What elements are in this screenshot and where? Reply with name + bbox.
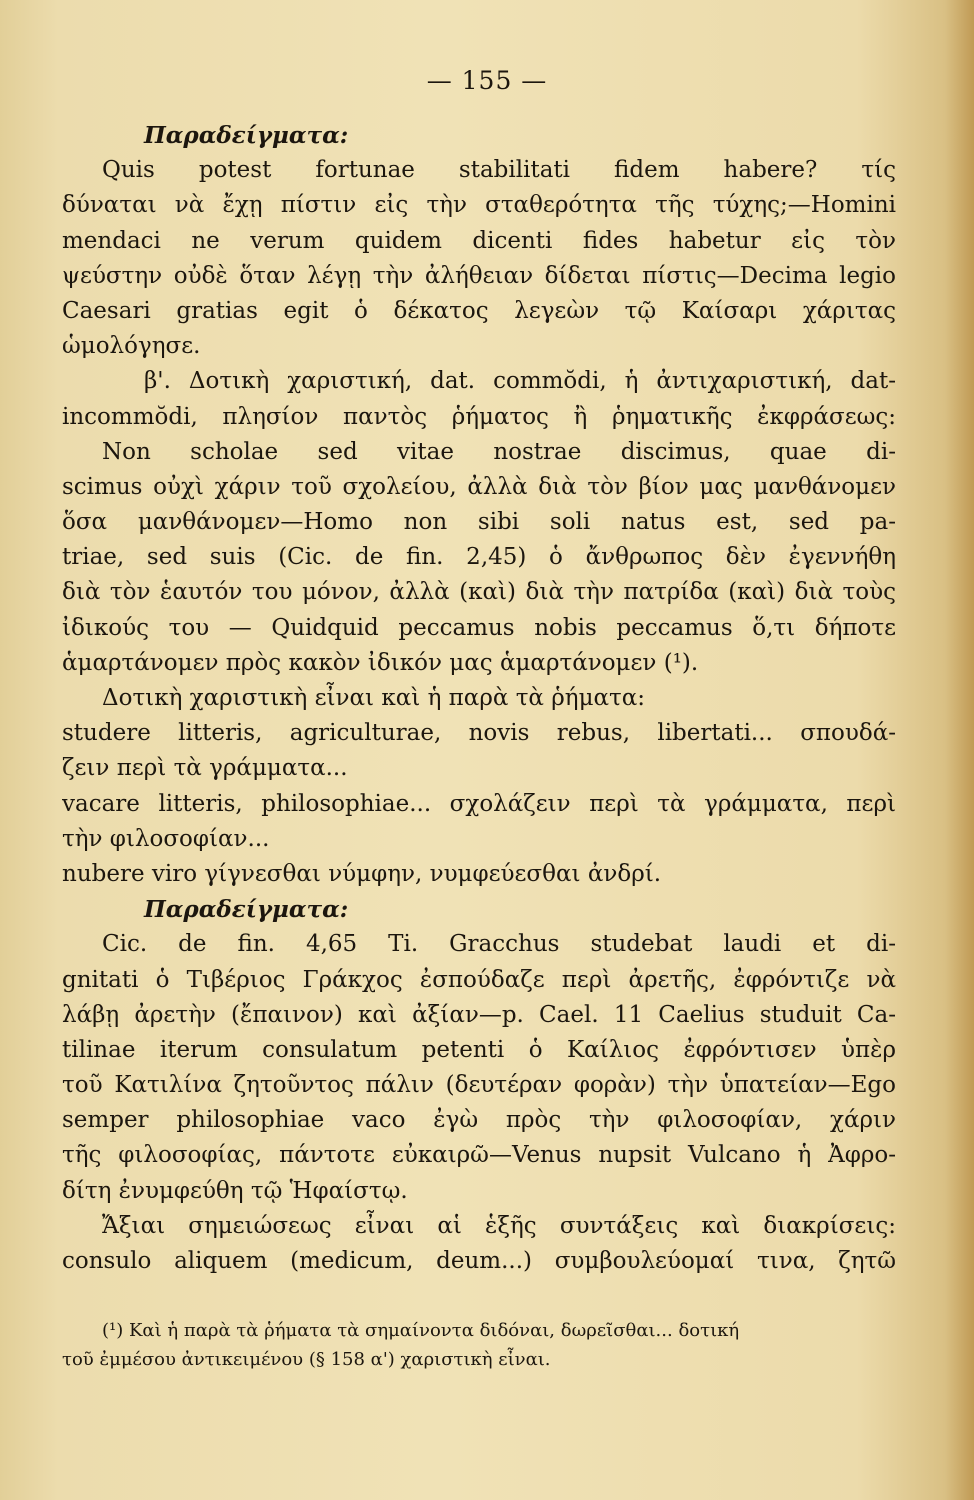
text-line: λάβῃ ἀρετὴν (ἔπαινον) καὶ ἀξίαν—p. Cael. 11 Caelius studuit Ca- xyxy=(62,1001,896,1028)
text-line: Δοτικὴ χαριστικὴ εἶναι καὶ ἡ παρὰ τὰ ῥήματα: xyxy=(102,685,646,711)
text-line: τῆς φιλοσοφίας, πάντοτε εὐκαιρῶ—Venus nupsit Vulcano ἡ Ἀφρο- xyxy=(62,1142,896,1169)
text-line: scimus οὐχὶ χάριν τοῦ σχολείου, ἀλλὰ διὰ τὸν βίον μας μανθάνομεν xyxy=(62,473,896,500)
text-line: τὴν φιλοσοφίαν... xyxy=(62,825,270,852)
text-line: vacare litteris, philosophiae... σχολάζειν περὶ τὰ γράμματα, περὶ xyxy=(62,790,896,817)
text-line: nubere viro γίγνεσθαι νύμφην, νυμφεύεσθαι ἀνδρί. xyxy=(62,860,662,887)
text-line: Παραδείγματα: xyxy=(144,122,349,149)
text-line: ἰδικούς του — Quidquid peccamus nobis peccamus ὅ,τι δήποτε xyxy=(62,614,896,641)
text-line: studere litteris, agriculturae, novis rebus, libertati... σπουδά- xyxy=(62,720,896,747)
text-line: δύναται νὰ ἔχῃ πίστιν εἰς τὴν σταθερότητα τῆς τύχης;—Homini xyxy=(62,192,896,219)
text-line: ζειν περὶ τὰ γράμματα... xyxy=(62,755,348,782)
text-line: consulo aliquem (medicum, deum...) συμβουλεύομαί τινα, ζητῶ xyxy=(62,1248,896,1274)
text-line: gnitati ὁ Τιβέριος Γράκχος ἐσπούδαζε περὶ ἀρετῆς, ἐφρόντιζε νὰ xyxy=(62,966,896,993)
text-line: Caesari gratias egit ὁ δέκατος λεγεὼν τῷ Καίσαρι χάριτας xyxy=(62,297,896,324)
text-line: Ἄξιαι σημειώσεως εἶναι αἱ ἑξῆς συντάξεις καὶ διακρίσεις: xyxy=(102,1212,896,1239)
footnote-line: τοῦ ἐμμέσου ἀντικειμένου (§ 158 α') χαριστικὴ εἶναι. xyxy=(62,1349,551,1370)
text-line: τοῦ Κατιλίνα ζητοῦντος πάλιν (δευτέραν φορὰν) τὴν ὑπατείαν—Ego xyxy=(62,1072,896,1099)
text-line: tilinae iterum consulatum petenti ὁ Καίλιος ἐφρόντισεν ὑπὲρ xyxy=(62,1036,896,1063)
footnote xyxy=(62,1316,896,1374)
text-line: ὡμολόγησε. xyxy=(62,333,201,360)
text-line: Παραδείγματα: xyxy=(144,896,349,924)
text-line: mendaci ne verum quidem dicenti fides habetur εἰς τὸν xyxy=(62,227,896,254)
text-line: semper philosophiae vaco ἐγὼ πρὸς τὴν φιλοσοφίαν, χάριν xyxy=(62,1107,896,1134)
text-line: Quis potest fortunae stabilitati fidem habere? τίς xyxy=(102,157,896,184)
text-line: ἁμαρτάνομεν πρὸς κακὸν ἰδικόν μας ἁμαρτάνομεν (¹). xyxy=(62,649,699,676)
text-line: διὰ τὸν ἑαυτόν του μόνον, ἀλλὰ (καὶ) διὰ τὴν πατρίδα (καὶ) διὰ τοὺς xyxy=(62,579,896,606)
text-line: ψεύστην οὐδὲ ὅταν λέγῃ τὴν ἀλήθειαν δίδεται πίστις—Decima legio xyxy=(62,262,896,289)
text-line: δίτη ἐνυμφεύθη τῷ Ἡφαίστῳ. xyxy=(62,1177,408,1204)
footnote-line: (¹) Καὶ ἡ παρὰ τὰ ῥήματα τὰ σημαίνοντα διδόναι, δωρεῖσθαι... δοτική xyxy=(102,1320,740,1341)
page-number: — 155 — xyxy=(426,66,548,95)
main-text xyxy=(62,118,896,1279)
text-line: β'. Δοτικὴ χαριστική, dat. commŏdi, ἡ ἀντιχαριστική, dat- xyxy=(144,368,896,395)
text-line: Non scholae sed vitae nostrae discimus, quae di- xyxy=(102,438,896,465)
text-line: Cic. de fin. 4,65 Ti. Gracchus studebat laudi et di- xyxy=(102,931,896,958)
text-line: triae, sed suis (Cic. de fin. 2,45) ὁ ἄνθρωπος δὲν ἐγεννήθη xyxy=(62,544,896,571)
text-line: incommŏdi, πλησίον παντὸς ῥήματος ἢ ῥηματικῆς ἐκφράσεως: xyxy=(62,403,896,430)
text-line: ὅσα μανθάνομεν—Homo non sibi soli natus est, sed pa- xyxy=(62,509,896,536)
